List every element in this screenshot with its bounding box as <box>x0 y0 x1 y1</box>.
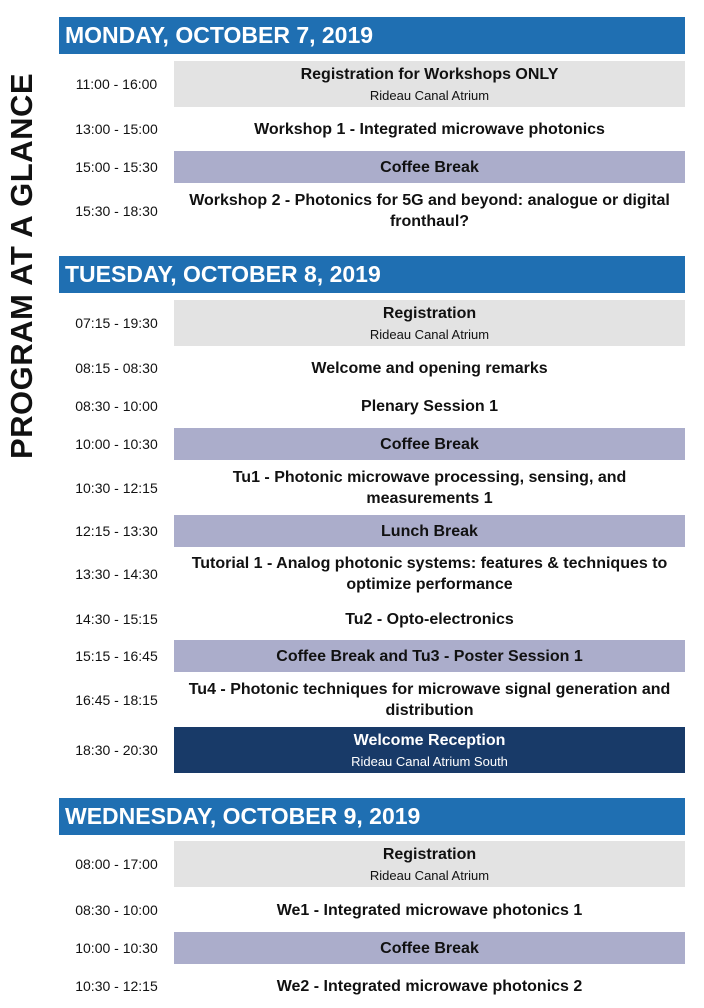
session-title: Tu1 - Photonic microwave processing, sensing, and measurements 1 <box>232 469 627 507</box>
side-title <box>0 0 44 480</box>
schedule-row <box>59 390 685 422</box>
session-box <box>174 352 685 384</box>
session-box <box>174 515 685 547</box>
schedule-row <box>59 515 685 547</box>
session-title: Tu2 - Opto-electronics <box>345 610 514 628</box>
session-title: Registration for Workshops ONLY <box>300 66 559 83</box>
session-box <box>174 677 685 723</box>
schedule-row <box>59 841 685 887</box>
session-title: Welcome and opening remarks <box>311 359 548 377</box>
schedule-row <box>59 640 685 672</box>
schedule-row <box>59 932 685 964</box>
session-box <box>174 300 685 346</box>
session-title: Coffee Break <box>380 435 479 453</box>
schedule-row <box>59 151 685 183</box>
time-slot: 18:30 - 20:30 <box>75 742 158 758</box>
session-title: Coffee Break <box>380 939 479 957</box>
session-box <box>174 151 685 183</box>
session-box <box>174 61 685 107</box>
time-slot: 10:30 - 12:15 <box>75 480 158 496</box>
session-title: Registration <box>382 846 477 863</box>
session-box <box>174 932 685 964</box>
time-slot: 16:45 - 18:15 <box>75 692 158 708</box>
session-box <box>174 640 685 672</box>
side-title-text: PROGRAM AT A GLANCE <box>4 72 39 460</box>
time-slot: 12:15 - 13:30 <box>75 523 158 539</box>
session-title: Welcome Reception <box>353 732 506 749</box>
session-title: Coffee Break and Tu3 - Poster Session 1 <box>276 647 583 665</box>
time-slot: 08:15 - 08:30 <box>75 360 158 376</box>
session-location: Rideau Canal Atrium <box>369 868 490 883</box>
session-box <box>174 113 685 145</box>
time-slot: 13:30 - 14:30 <box>75 566 158 582</box>
time-slot: 15:30 - 18:30 <box>75 203 158 219</box>
time-slot: 14:30 - 15:15 <box>75 611 158 627</box>
schedule-row <box>59 188 685 234</box>
schedule-row <box>59 113 685 145</box>
session-box <box>174 727 685 773</box>
time-slot: 10:00 - 10:30 <box>75 436 158 452</box>
schedule-row <box>59 970 685 1002</box>
schedule-row <box>59 352 685 384</box>
schedule-row <box>59 465 685 511</box>
day-header-wednesday: WEDNESDAY, OCTOBER 9, 2019 <box>59 798 685 835</box>
session-title: Tutorial 1 - Analog photonic systems: features & techniques to optimize performance <box>191 555 668 593</box>
day-header-monday: MONDAY, OCTOBER 7, 2019 <box>59 17 685 54</box>
session-box <box>174 970 685 1002</box>
session-title: Lunch Break <box>381 522 478 540</box>
session-title: We2 - Integrated microwave photonics 2 <box>276 977 583 995</box>
session-box <box>174 841 685 887</box>
time-slot: 08:30 - 10:00 <box>75 902 158 918</box>
schedule-row <box>59 300 685 346</box>
schedule-row <box>59 603 685 635</box>
schedule-row <box>59 61 685 107</box>
session-location: Rideau Canal Atrium <box>369 327 490 342</box>
schedule-row <box>59 677 685 723</box>
time-slot: 11:00 - 16:00 <box>75 76 158 92</box>
time-slot: 07:15 - 19:30 <box>75 315 158 331</box>
session-title: Workshop 1 - Integrated microwave photonics <box>254 120 605 138</box>
session-box <box>174 465 685 511</box>
time-slot: 08:00 - 17:00 <box>75 856 158 872</box>
time-slot: 15:15 - 16:45 <box>75 648 158 664</box>
session-location: Rideau Canal Atrium South <box>351 754 508 769</box>
time-slot: 08:30 - 10:00 <box>75 398 158 414</box>
session-box <box>174 390 685 422</box>
time-slot: 15:00 - 15:30 <box>75 159 158 175</box>
session-box <box>174 894 685 926</box>
session-box <box>174 188 685 234</box>
session-box <box>174 603 685 635</box>
session-title: Workshop 2 - Photonics for 5G and beyond: analogue or digital fronthaul? <box>189 192 670 230</box>
time-slot: 10:00 - 10:30 <box>75 940 158 956</box>
session-title: We1 - Integrated microwave photonics 1 <box>276 901 583 919</box>
schedule-row <box>59 894 685 926</box>
session-title: Plenary Session 1 <box>361 397 498 415</box>
session-box <box>174 551 685 597</box>
schedule-row <box>59 727 685 773</box>
schedule-row <box>59 551 685 597</box>
session-title: Registration <box>382 305 477 322</box>
session-box <box>174 428 685 460</box>
session-title: Tu4 - Photonic techniques for microwave signal generation and distribution <box>188 681 671 719</box>
time-slot: 13:00 - 15:00 <box>75 121 158 137</box>
schedule-row <box>59 428 685 460</box>
session-title: Coffee Break <box>380 158 479 176</box>
day-header-tuesday: TUESDAY, OCTOBER 8, 2019 <box>59 256 685 293</box>
time-slot: 10:30 - 12:15 <box>75 978 158 994</box>
session-location: Rideau Canal Atrium <box>369 88 490 103</box>
